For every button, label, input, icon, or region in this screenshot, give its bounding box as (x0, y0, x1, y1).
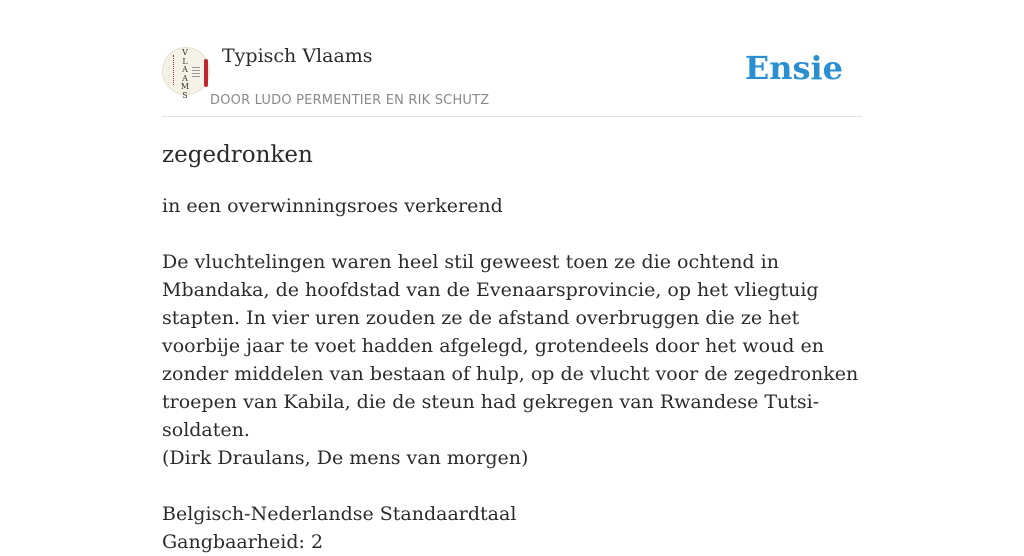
entry-example-source: (Dirk Draulans, De mens van morgen) (162, 447, 529, 469)
entry-example: De vluchtelingen waren heel stil geweest toen ze die ochtend in Mbandaka, de hoofdstad van de Evenaarsprovincie, op het vliegtuig stapten. In vier uren zouden ze de afstand overbruggen die ze het voorbije jaar te voet hadden afgelegd, grotendeels door het woud en zonder middelen van bestaan of hulp, op de vlucht voor de zegedronken troepen van Kabila, die de steun had gekregen van Rwandese Tutsi-soldaten. (162, 251, 859, 441)
page-header (162, 44, 862, 117)
authors-byline: DOOR LUDO PERMENTIER EN RIK SCHUTZ (210, 93, 490, 108)
site-title[interactable]: Typisch Vlaams (222, 45, 373, 67)
logo-red-bar (204, 59, 208, 87)
entry-content (162, 140, 862, 556)
entry-language: Belgisch-Nederlandse Standaardtaal (162, 503, 517, 525)
logo-lettering: V L A A M S (180, 48, 190, 100)
logo-decoration-lines (192, 67, 200, 68)
entry-word: zegedronken (162, 142, 313, 168)
ensie-brand-logo[interactable]: Ensie (744, 49, 843, 87)
entry-usage: Gangbaarheid: 2 (162, 531, 324, 553)
entry-definition: in een overwinningsroes verkerend (162, 195, 503, 217)
typisch-vlaams-book-cover-icon[interactable] (162, 47, 210, 100)
logo-decoration (173, 55, 175, 85)
